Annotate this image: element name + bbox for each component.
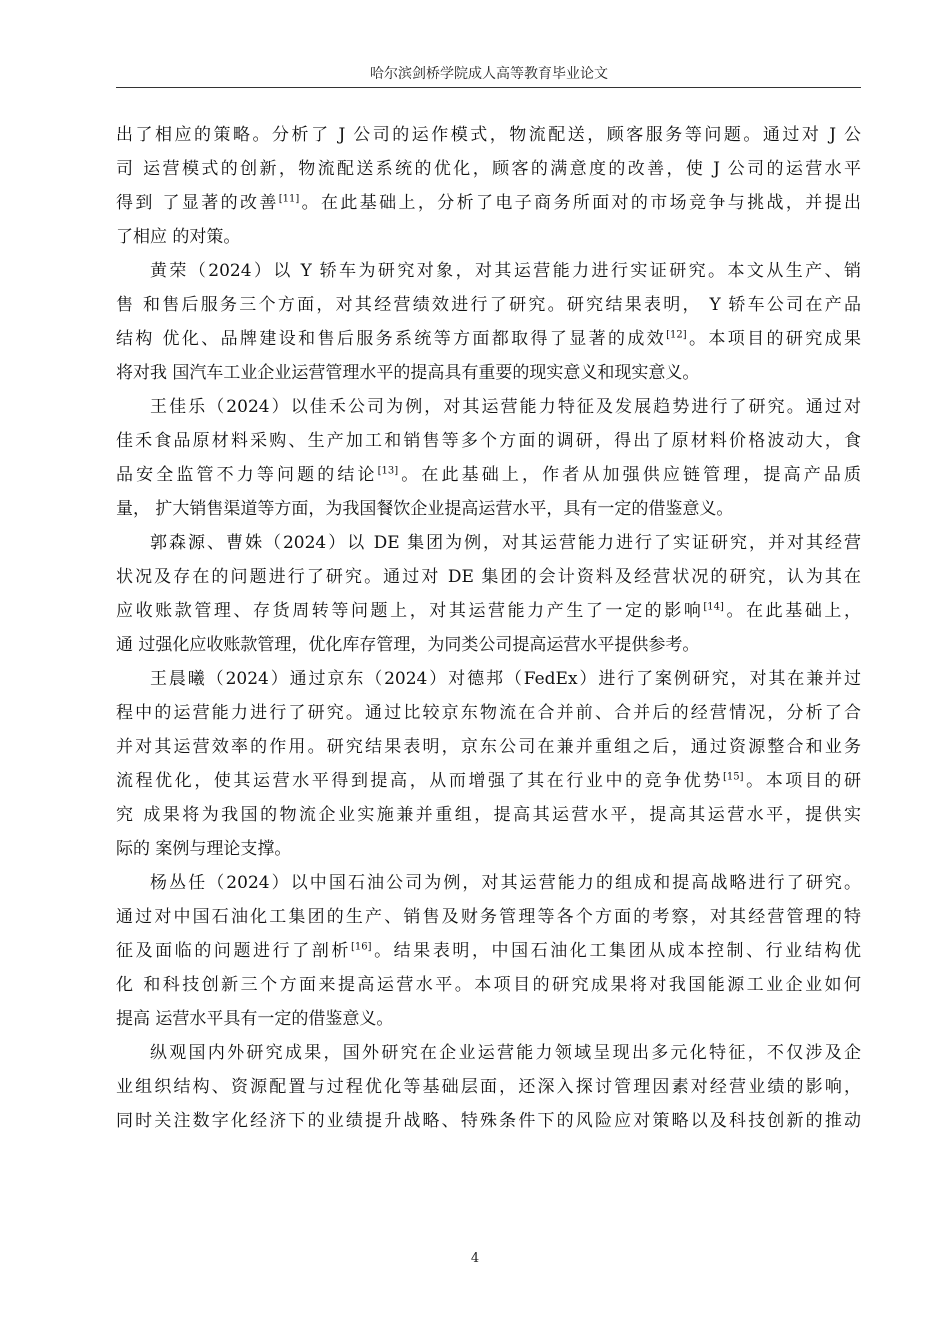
text-run: 化 和科技创新三个方面来提高运营水平。本项目的研究成果将对我国能源工业企业如何	[116, 975, 861, 995]
paragraph	[116, 254, 861, 390]
paragraph	[116, 1036, 861, 1138]
text-run: 王佳乐（2024）以佳禾公司为例，对其运营能力特征及发展趋势进行了研究。通过对	[150, 397, 861, 417]
text-line	[116, 526, 861, 560]
text-line	[116, 866, 861, 900]
text-line	[116, 628, 861, 662]
text-line	[116, 662, 861, 696]
text-line	[116, 492, 861, 526]
text-line	[116, 730, 861, 764]
paragraph	[116, 390, 861, 526]
text-run: 应收账款管理、存货周转等问题上，对其运营能力产生了一定的影响	[116, 601, 704, 621]
text-run: 状况及存在的问题进行了研究。通过对 DE 集团的会计资料及经营状况的研究，认为其在	[116, 567, 861, 587]
text-run: 王晨曦（2024）通过京东（2024）对德邦（FedEx）进行了案例研究，对其在兼并过	[150, 669, 861, 689]
text-run: 结构 优化、品牌建设和售后服务系统等方面都取得了显著的成效	[116, 329, 667, 349]
text-run: 。在此基础上，作者从加强供应链管理，提高产品质	[398, 465, 862, 485]
text-run: 杨丛任（2024）以中国石油公司为例，对其运营能力的组成和提高战略进行了研究。	[150, 873, 861, 893]
text-run: 佳禾食品原材料采购、生产加工和销售等多个方面的调研，得出了原材料价格波动大，食	[116, 431, 861, 451]
paragraph	[116, 662, 861, 866]
text-run: 提高 运营水平具有一定的借鉴意义。	[116, 1009, 394, 1029]
text-run: 通过对中国石油化工集团的生产、销售及财务管理等各个方面的考察，对其经营管理的特	[116, 907, 861, 927]
paragraph	[116, 118, 861, 254]
text-line	[116, 152, 861, 186]
text-line	[116, 390, 861, 424]
text-run: 征及面临的问题进行了剖析	[116, 941, 351, 961]
text-run: 际的 案例与理论支撑。	[116, 839, 292, 859]
text-line	[116, 832, 861, 866]
text-line	[116, 424, 861, 458]
text-line	[116, 220, 861, 254]
text-line	[116, 1070, 861, 1104]
text-line	[116, 1002, 861, 1036]
text-line	[116, 1036, 861, 1070]
text-run: 。本项目的研究成果	[686, 329, 862, 349]
text-run: 售 和售后服务三个方面，对其经营绩效进行了研究。研究结果表明， Y 轿车公司在产品	[116, 295, 861, 315]
body-text	[116, 118, 861, 1138]
text-run: 出了相应的策略。分析了 J 公司的运作模式，物流配送，顾客服务等问题。通过对 J 公	[116, 125, 861, 145]
page-number: 4	[470, 1251, 480, 1266]
text-run: 通 过强化应收账款管理，优化库存管理，为同类公司提高运营水平提供参考。	[116, 635, 700, 655]
citation-marker: [13]	[377, 465, 399, 477]
header-rule	[116, 87, 861, 88]
text-run: 司 运营模式的创新，物流配送系统的优化，顾客的满意度的改善，使 J 公司的运营水平	[116, 159, 861, 179]
text-line	[116, 798, 861, 832]
citation-marker: [15]	[723, 771, 744, 783]
text-line	[116, 1104, 861, 1138]
paragraph	[116, 526, 861, 662]
text-line	[116, 696, 861, 730]
citation-marker: [14]	[703, 601, 724, 613]
paragraph	[116, 866, 861, 1036]
text-run: 量， 扩大销售渠道等方面，为我国餐饮企业提高运营水平，具有一定的借鉴意义。	[116, 499, 734, 519]
text-run: 程中的运营能力进行了研究。通过比较京东物流在合并前、合并后的经营情况，分析了合	[116, 703, 861, 723]
text-line	[116, 764, 861, 798]
text-run: 。本项目的研	[743, 771, 862, 791]
text-run: 流程优化，使其运营水平得到提高，从而增强了其在行业中的竞争优势	[116, 771, 723, 791]
text-line	[116, 560, 861, 594]
text-run: 业组织结构、资源配置与过程优化等基础层面，还深入探讨管理因素对经营业绩的影响，	[116, 1077, 861, 1097]
text-run: 纵观国内外研究成果，国外研究在企业运营能力领域呈现出多元化特征，不仅涉及企	[150, 1043, 861, 1063]
text-run: 郭森源、曹姝（2024）以 DE 集团为例，对其运营能力进行了实证研究，并对其经营	[150, 533, 861, 553]
text-line	[116, 288, 861, 322]
citation-marker: [16]	[350, 941, 372, 953]
text-line	[116, 900, 861, 934]
text-run: 。在此基础上，分析了电子商务所面对的市场竞争与挑战，并提出	[299, 193, 861, 213]
text-line	[116, 254, 861, 288]
text-run: 将对我 国汽车工业企业运营管理水平的提高具有重要的现实意义和现实意义。	[116, 363, 700, 383]
text-run: 。结果表明，中国石油化工集团从成本控制、行业结构优	[371, 941, 862, 961]
text-run: 黄荣（2024）以 Y 轿车为研究对象，对其运营能力进行实证研究。本文从生产、销	[150, 261, 861, 281]
text-run: 究 成果将为我国的物流企业实施兼并重组，提高其运营水平，提高其运营水平，提供实	[116, 805, 861, 825]
text-run: 。在此基础上，	[723, 601, 861, 621]
text-run: 品安全监管不力等问题的结论	[116, 465, 378, 485]
text-line	[116, 322, 861, 356]
text-line	[116, 118, 861, 152]
text-line	[116, 934, 861, 968]
text-line	[116, 968, 861, 1002]
text-line	[116, 186, 861, 220]
text-run: 同时关注数字化经济下的业绩提升战略、特殊条件下的风险应对策略以及科技创新的推动	[116, 1111, 861, 1131]
text-run: 了相应 的对策。	[116, 227, 241, 247]
text-line	[116, 356, 861, 390]
citation-marker: [11]	[278, 193, 300, 205]
text-run: 得到 了显著的改善	[116, 193, 279, 213]
running-header: 哈尔滨剑桥学院成人高等教育毕业论文	[370, 66, 608, 82]
text-run: 并对其运营效率的作用。研究结果表明，京东公司在兼并重组之后，通过资源整合和业务	[116, 737, 861, 757]
text-line	[116, 594, 861, 628]
citation-marker: [12]	[666, 329, 687, 341]
text-line	[116, 458, 861, 492]
